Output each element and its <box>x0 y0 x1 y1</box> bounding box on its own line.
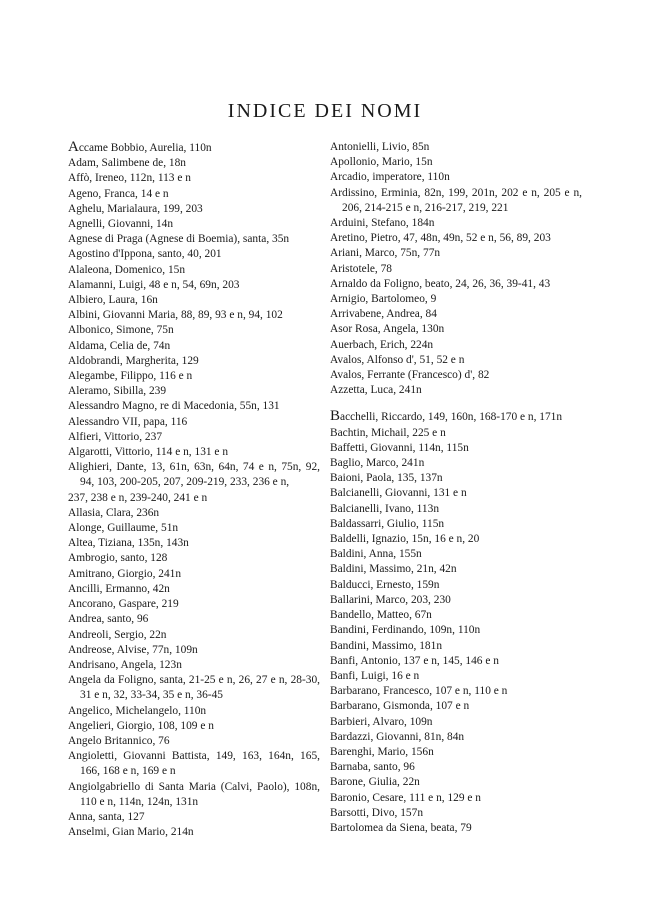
index-entry: Agnese di Praga (Agnese di Boemia), santa, 35n <box>68 233 290 246</box>
index-entry: Bardazzi, Giovanni, 81n, 84n <box>330 730 465 743</box>
index-entry: Bachtin, Michail, 225 e n <box>330 426 446 439</box>
index-entry: Affò, Ireneo, 112n, 113 e n <box>68 172 191 185</box>
index-entry: Alighieri, Dante, 13, 61n, 63n, 64n, 74 e n, 75n, 92, 94, 103, 200-205, 207, 209-219, 233, 236 e n, <box>68 461 320 489</box>
index-entry: Balcianelli, Ivano, 113n <box>330 502 440 515</box>
index-entry: Arcadio, imperatore, 110n <box>330 171 450 184</box>
index-entry: Aldobrandi, Margherita, 129 <box>68 354 199 367</box>
index-entry: Ballarini, Marco, 203, 230 <box>330 593 451 606</box>
index-entry: Barbarano, Francesco, 107 e n, 110 e n <box>330 685 508 698</box>
index-column-right <box>330 140 582 836</box>
index-entry: Ardissino, Erminia, 82n, 199, 201n, 202 e n, 205 e n, 206, 214-215 e n, 216-217, 219, 221 <box>330 186 582 214</box>
page-title: INDICE DEI NOMI <box>227 100 423 122</box>
index-entry: Barbieri, Alvaro, 109n <box>330 715 433 728</box>
index-entry: Baldini, Massimo, 21n, 42n <box>330 563 457 576</box>
index-entry: Angioletti, Giovanni Battista, 149, 163, 164n, 165, 166, 168 e n, 169 e n <box>68 750 320 778</box>
index-entry: Allasia, Clara, 236n <box>68 506 160 519</box>
index-entry: Baioni, Paola, 135, 137n <box>330 472 443 485</box>
index-entry: Aldama, Celia de, 74n <box>68 339 171 352</box>
index-entry: Alfieri, Vittorio, 237 <box>68 430 163 443</box>
index-entry: Ancorano, Gaspare, 219 <box>68 598 179 611</box>
letter-group-separator <box>330 398 582 409</box>
index-entry: Bacchelli, Riccardo, 149, 160n, 168-170 e n, 171n <box>330 408 563 425</box>
index-entry: Balducci, Ernesto, 159n <box>330 578 440 591</box>
index-entry: Arnigio, Bartolomeo, 9 <box>330 293 437 306</box>
index-entry: Baglio, Marco, 241n <box>330 457 425 470</box>
index-entry: Auerbach, Erich, 224n <box>330 338 434 351</box>
index-entry: Bandini, Massimo, 181n <box>330 639 443 652</box>
index-entry: Barsotti, Divo, 157n <box>330 806 424 819</box>
index-entry: Alamanni, Luigi, 48 e n, 54, 69n, 203 <box>68 278 240 291</box>
index-entry: Arrivabene, Andrea, 84 <box>330 308 437 321</box>
index-entry: Andrea, santo, 96 <box>68 613 149 626</box>
index-entry: Amitrano, Giorgio, 241n <box>68 567 182 580</box>
index-column-left <box>68 140 320 840</box>
index-entry: Alessandro VII, papa, 116 <box>68 415 188 428</box>
index-entry: Balcianelli, Giovanni, 131 e n <box>330 487 467 500</box>
index-entry: Alonge, Guillaume, 51n <box>68 522 179 535</box>
index-entry: Barone, Giulia, 22n <box>330 776 420 789</box>
index-entry: Algarotti, Vittorio, 114 e n, 131 e n <box>68 446 229 459</box>
index-entry: Andrisano, Angela, 123n <box>68 658 182 671</box>
index-entry: Baronio, Cesare, 111 e n, 129 e n <box>330 791 481 804</box>
index-entry: 237, 238 e n, 239-240, 241 e n <box>68 491 208 504</box>
index-entry: Aretino, Pietro, 47, 48n, 49n, 52 e n, 56, 89, 203 <box>330 232 551 245</box>
index-entry: Agnelli, Giovanni, 14n <box>68 218 174 231</box>
index-entry: Baldassarri, Giulio, 115n <box>330 517 445 530</box>
index-entry: Ambrogio, santo, 128 <box>68 552 168 565</box>
index-entry: Albini, Giovanni Maria, 88, 89, 93 e n, 94, 102 <box>68 309 283 322</box>
index-entry: Angelo Britannico, 76 <box>68 734 170 747</box>
index-entry: Angiolgabriello di Santa Maria (Calvi, Paolo), 108n, 110 e n, 114n, 124n, 131n <box>68 780 320 808</box>
index-entry: Aghelu, Marialaura, 199, 203 <box>68 202 203 215</box>
index-entry: Banfi, Antonio, 137 e n, 145, 146 e n <box>330 654 499 667</box>
index-entry: Antonielli, Livio, 85n <box>330 141 430 153</box>
index-entry: Barbarano, Gismonda, 107 e n <box>330 700 470 713</box>
index-entry: Arnaldo da Foligno, beato, 24, 26, 36, 39-41, 43 <box>330 277 551 290</box>
index-entry: Avalos, Alfonso d', 51, 52 e n <box>330 353 465 366</box>
index-group-a-continued <box>330 140 582 398</box>
index-entry: Anna, santa, 127 <box>68 810 145 823</box>
index-entry: Bandello, Matteo, 67n <box>330 609 432 622</box>
index-entry: Adam, Salimbene de, 18n <box>68 157 186 170</box>
index-entry: Apollonio, Mario, 15n <box>330 156 433 169</box>
index-entry: Baffetti, Giovanni, 114n, 115n <box>330 441 469 454</box>
index-entry: Banfi, Luigi, 16 e n <box>330 669 420 682</box>
index-entry: Altea, Tiziana, 135n, 143n <box>68 537 189 550</box>
index-entry: Aleramo, Sibilla, 239 <box>68 385 167 398</box>
index-entry: Andreose, Alvise, 77n, 109n <box>68 643 198 656</box>
index-entry: Barenghi, Mario, 156n <box>330 745 434 758</box>
index-entry: Baldelli, Ignazio, 15n, 16 e n, 20 <box>330 533 480 546</box>
index-entry: Aristotele, 78 <box>330 262 393 275</box>
index-entry: Avalos, Ferrante (Francesco) d', 82 <box>330 369 490 382</box>
index-entry: Barnaba, santo, 96 <box>330 761 415 774</box>
index-entry: Bartolomea da Siena, beata, 79 <box>330 821 472 834</box>
index-entry: Alessandro Magno, re di Macedonia, 55n, 131 <box>68 400 280 413</box>
index-entry: Azzetta, Luca, 241n <box>330 384 422 397</box>
index-entry: Angela da Foligno, santa, 21-25 e n, 26, 27 e n, 28-30, 31 e n, 32, 33-34, 35 e n, 36-45 <box>68 674 320 702</box>
index-entry: Baldini, Anna, 155n <box>330 548 422 561</box>
index-entry: Asor Rosa, Angela, 130n <box>330 323 445 336</box>
index-entry: Agostino d'Ippona, santo, 40, 201 <box>68 248 222 261</box>
index-group-b <box>330 409 582 836</box>
index-entry: Bandini, Ferdinando, 109n, 110n <box>330 624 481 637</box>
index-entry: Arduini, Stefano, 184n <box>330 217 435 230</box>
index-entry: Albiero, Laura, 16n <box>68 294 158 307</box>
index-entry: Alegambe, Filippo, 116 e n <box>68 370 193 383</box>
index-entry: Anselmi, Gian Mario, 214n <box>68 826 194 839</box>
index-entry: Accame Bobbio, Aurelia, 110n <box>68 139 212 155</box>
index-entry: Alaleona, Domenico, 15n <box>68 263 186 276</box>
index-entry: Andreoli, Sergio, 22n <box>68 628 167 641</box>
index-entry: Ancilli, Ermanno, 42n <box>68 582 170 595</box>
index-entry: Angelico, Michelangelo, 110n <box>68 704 207 717</box>
index-entry: Ariani, Marco, 75n, 77n <box>330 247 441 260</box>
index-entry: Angelieri, Giorgio, 108, 109 e n <box>68 719 214 732</box>
index-entry: Ageno, Franca, 14 e n <box>68 187 169 200</box>
index-entry: Albonico, Simone, 75n <box>68 324 174 337</box>
